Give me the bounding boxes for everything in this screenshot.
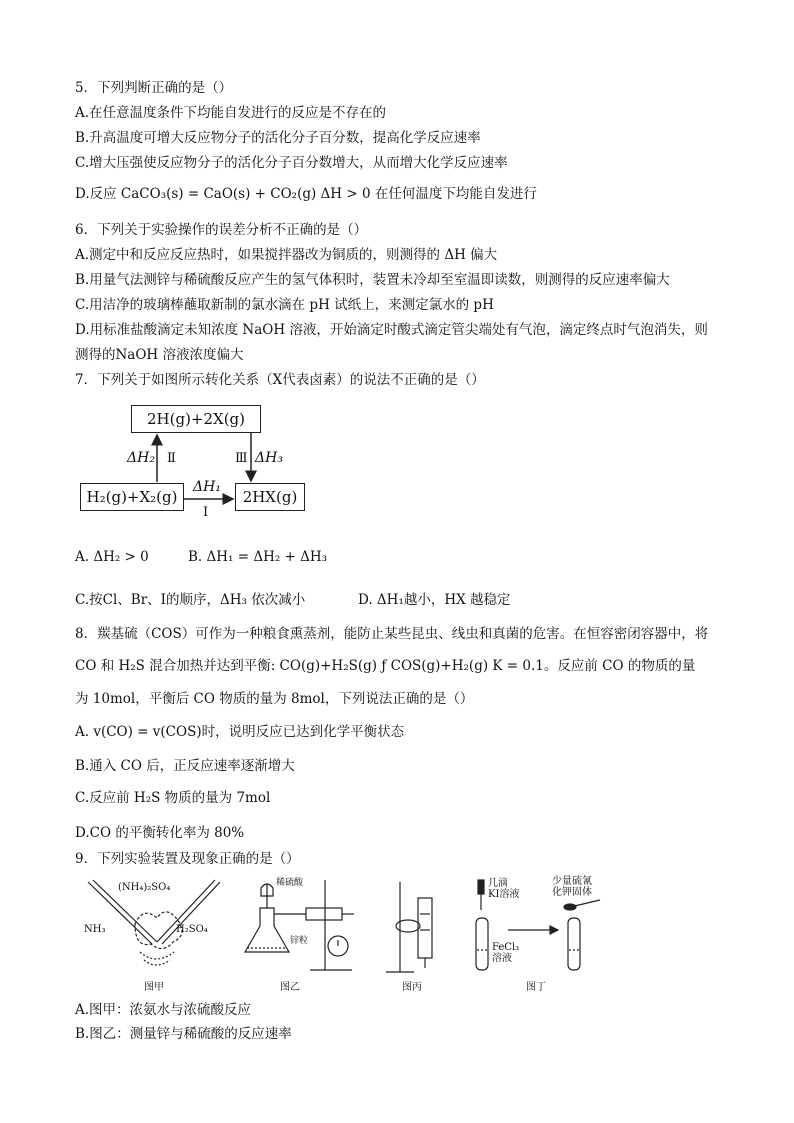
- q5-option-b: B.升高温度可增大反应物分子的活化分子百分数，提高化学反应速率: [75, 130, 481, 146]
- q8-stem-line1: 8．羰基硫（COS）可作为一种粮食熏蒸剂，能防止某些昆虫、线虫和真菌的危害。在恒容密闭容器中，将: [75, 626, 709, 642]
- box-atoms: 2H(g)+2X(g): [131, 405, 261, 433]
- q8-stem-line3: 为 10mol，平衡后 CO 物质的量为 8mol，下列说法正确的是（）: [75, 691, 474, 707]
- caption-fig-bing: 图丙: [402, 982, 422, 993]
- label-route-ii: Ⅱ: [167, 451, 176, 466]
- q6-option-b: B.用量气法测锌与稀硫酸反应产生的氢气体积时，装置未冷却至室温即读数，则测得的反应速率偏大: [75, 272, 670, 288]
- label-kscn-line2: 化钾固体: [552, 887, 592, 898]
- label-dh3: ΔH₃: [255, 450, 283, 466]
- label-fecl3-solution: 溶液: [492, 953, 512, 964]
- label-h2so4: H₂SO₄: [176, 924, 208, 935]
- q7-option-d: D. ΔH₁越小，HX 越稳定: [358, 592, 511, 608]
- caption-fig-jia: 图甲: [144, 982, 164, 993]
- q8-option-b: B.通入 CO 后，正反应速率逐渐增大: [75, 758, 295, 774]
- q6-option-d-line2: 测得的NaOH 溶液浓度偏大: [75, 347, 244, 363]
- q7-option-a: A. ΔH₂ > 0: [75, 549, 149, 565]
- q5-option-c: C.增大压强使反应物分子的活化分子百分数增大，从而增大化学反应速率: [75, 155, 508, 171]
- q7-stem: 7．下列关于如图所示转化关系（X代表卤素）的说法不正确的是（）: [75, 372, 485, 388]
- q9-figures: [80, 874, 620, 992]
- q6-option-c: C.用洁净的玻璃棒蘸取新制的氯水滴在 pH 试纸上，来测定氯水的 pH: [75, 297, 494, 313]
- q9-option-b: B.图乙：测量锌与稀硫酸的反应速率: [75, 1026, 292, 1042]
- caption-fig-ding: 图丁: [526, 982, 546, 993]
- label-few-drops: 几滴: [488, 878, 508, 889]
- label-dh2: ΔH₂: [127, 450, 155, 466]
- label-ki-solution: KI溶液: [488, 889, 520, 900]
- q6-option-a: A.测定中和反应反应热时，如果搅拌器改为铜质的，则测得的 ΔH 偏大: [75, 247, 498, 263]
- label-route-iii: Ⅲ: [235, 451, 248, 466]
- q5-stem: 5．下列判断正确的是（）: [75, 80, 233, 96]
- label-dh1: ΔH₁: [193, 479, 221, 495]
- q9-option-a: A.图甲：浓氨水与浓硫酸反应: [75, 1002, 252, 1018]
- q8-option-a: A. v(CO) = v(COS)时，说明反应已达到化学平衡状态: [75, 724, 405, 740]
- q8-stem-line2: CO 和 H₂S 混合加热并达到平衡: CO(g)+H₂S(g) ƒ COS(g)+H₂(g) K = 0.1。反应前 CO 的物质的量: [75, 658, 696, 674]
- box-reactants: H₂(g)+X₂(g): [80, 483, 184, 511]
- q5-option-a: A.在任意温度条件下均能自发进行的反应是不存在的: [75, 105, 387, 121]
- q8-option-d: D.CO 的平衡转化率为 80%: [75, 825, 245, 841]
- box-product: 2HX(g): [235, 483, 305, 511]
- q8-option-c: C.反应前 H₂S 物质的量为 7mol: [75, 790, 271, 806]
- q9-stem: 9．下列实验装置及现象正确的是（）: [75, 851, 300, 867]
- label-dilute-acid: 稀硫酸: [276, 878, 304, 888]
- q7-diagram: [75, 395, 315, 525]
- label-nh3: NH₃: [84, 924, 106, 935]
- label-route-i: Ⅰ: [203, 505, 209, 520]
- q6-stem: 6．下列关于实验操作的误差分析不正确的是（）: [75, 222, 368, 238]
- label-fecl3: FeCl₃: [492, 942, 520, 953]
- caption-fig-yi: 图乙: [280, 982, 300, 993]
- label-ammonium-sulfate: (NH₄)₂SO₄: [118, 882, 171, 893]
- label-zinc: 锌粒: [290, 936, 309, 946]
- q6-option-d-line1: D.用标准盐酸滴定未知浓度 NaOH 溶液，开始滴定时酸式滴定管尖端处有气泡，滴定终点时气泡消失，则: [75, 322, 708, 338]
- label-kscn-line1: 少量硫氰: [552, 876, 592, 887]
- fig-yi-drawing: [245, 880, 354, 970]
- q5-option-d: D.反应 CaCO₃(s) = CaO(s) + CO₂(g) ΔH > 0 在任何温度下均能自发进行: [75, 186, 537, 202]
- fig-bing-drawing: [386, 882, 432, 972]
- q7-option-c: C.按Cl、Br、I的顺序，ΔH₃ 依次减小: [75, 592, 306, 608]
- q7-option-b: B. ΔH₁ = ΔH₂ + ΔH₃: [188, 549, 328, 565]
